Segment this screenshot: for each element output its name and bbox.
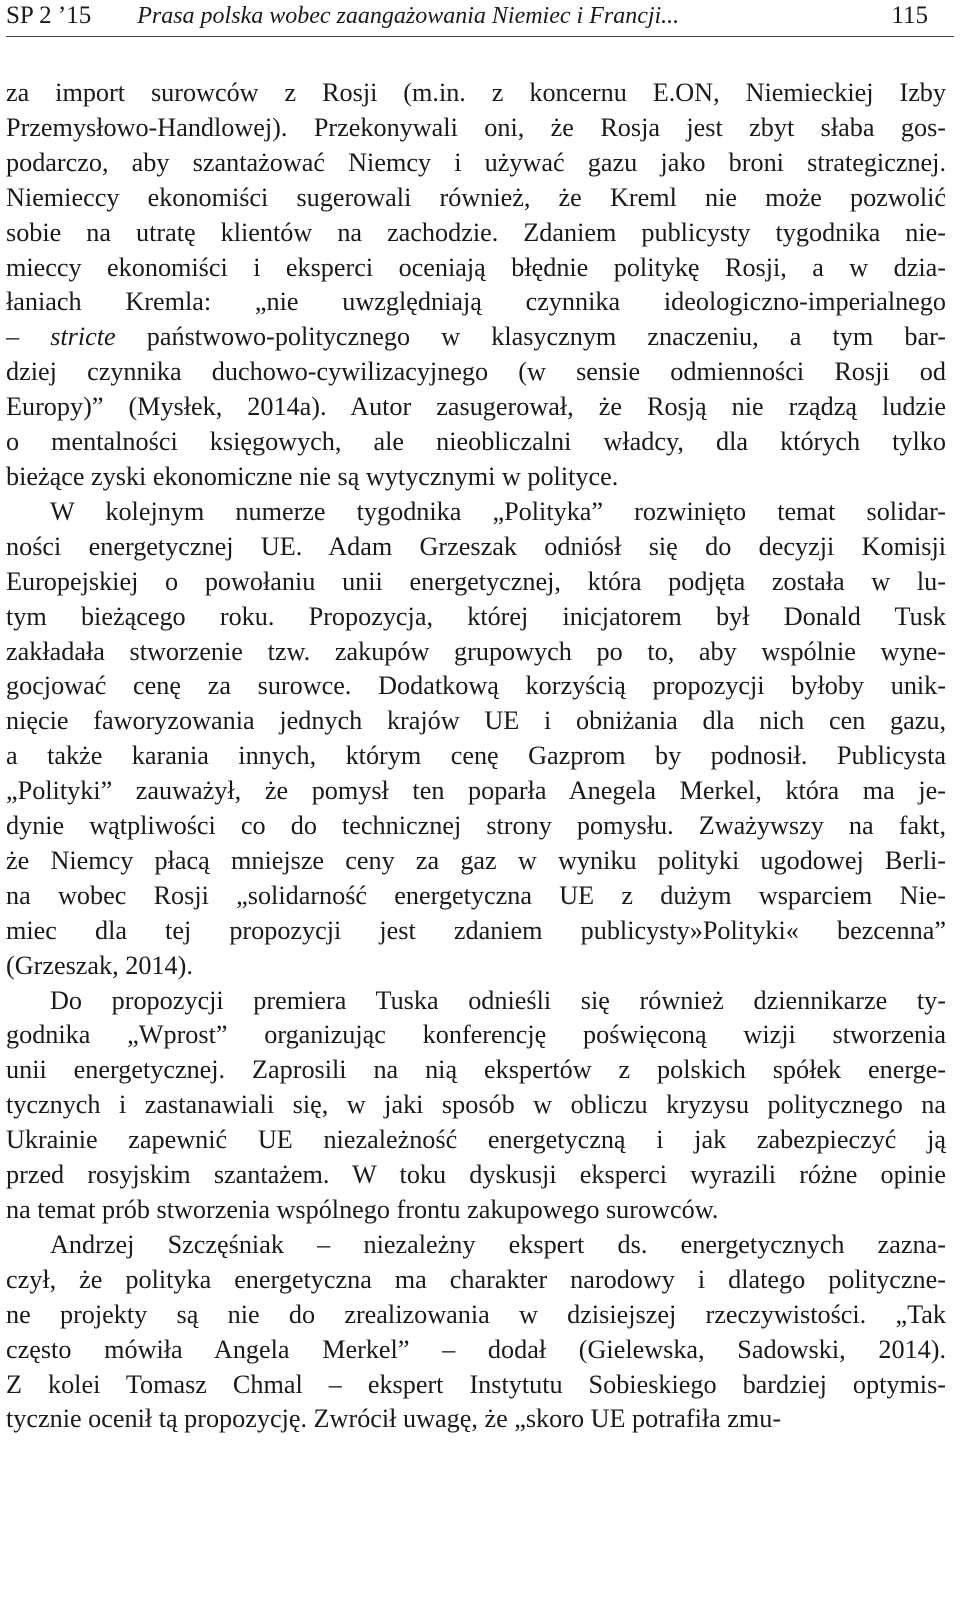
text-line: tycznych i zastanawiali się, w jaki sposób w obliczu kryzysu politycznego na: [6, 1090, 946, 1120]
text-line: że Niemcy płacą mniejsze ceny za gaz w wyniku polityki ugodowej Berli-: [6, 845, 946, 875]
text-line: (Grzeszak, 2014).: [6, 950, 193, 980]
running-title: Prasa polska wobec zaangażowania Niemiec i Francji...: [137, 3, 680, 29]
article-body: [6, 76, 946, 1437]
page-number: 115: [891, 2, 928, 29]
text-line: podarczo, aby szantażować Niemcy i używać gazu jako broni strategicznej.: [6, 147, 946, 177]
text-line: łaniach Kremla: „nie uwzględniają czynnika ideologiczno-imperialnego: [6, 287, 946, 317]
text-line: dynie wątpliwości co do technicznej strony pomysłu. Zważywszy na fakt,: [6, 811, 946, 841]
text-line: bieżące zyski ekonomiczne nie są wytycznymi w polityce.: [6, 461, 619, 491]
text-line: sobie na utratę klientów na zachodzie. Zdaniem publicysty tygodnika nie-: [6, 217, 946, 247]
text-line: godnika „Wprost” organizując konferencję poświęconą wizji stworzenia: [6, 1020, 946, 1050]
paragraph: [6, 1228, 946, 1437]
text-line: na temat prób stworzenia wspólnego frontu zakupowego surowców.: [6, 1195, 719, 1224]
text-line: tym bieżącego roku. Propozycja, której inicjatorem był Donald Tusk: [6, 601, 946, 631]
text-line: o mentalności księgowych, ale nieobliczalni władcy, dla których tylko: [6, 427, 946, 457]
text-line: mieccy ekonomiści i eksperci oceniają błędnie politykę Rosji, a w dzia-: [6, 252, 946, 282]
text-line: zakładała stworzenie tzw. zakupów grupowych po to, aby wspólnie wyne-: [6, 636, 946, 666]
text-line: Ukrainie zapewnić UE niezależność energetyczną i jak zabezpieczyć ją: [6, 1125, 946, 1155]
text-line: W kolejnym numerze tygodnika „Polityka” rozwinięto temat solidar-: [50, 496, 946, 526]
text-line: Z kolei Tomasz Chmal – ekspert Instytutu Sobieskiego bardziej optymis-: [6, 1369, 946, 1399]
text-line: przed rosyjskim szantażem. W toku dyskusji eksperci wyrazili różne opinie: [6, 1160, 946, 1190]
text-line: Do propozycji premiera Tuska odnieśli się również dziennikarze ty-: [50, 985, 946, 1015]
paragraph: [6, 984, 946, 1228]
text-line: Niemieccy ekonomiści sugerowali również, że Kreml nie może pozwolić: [6, 182, 946, 212]
text-line: nięcie faworyzowania jednych krajów UE i obniżania dla nich cen gazu,: [6, 706, 946, 736]
text-line: unii energetycznej. Zaprosili na nią ekspertów z polskich spółek energe-: [6, 1055, 946, 1085]
text-line: dziej czynnika duchowo-cywilizacyjnego (w sensie odmienności Rosji od: [6, 357, 946, 387]
text-line: „Polityki” zauważył, że pomysł ten poparła Anegela Merkel, która ma je-: [6, 776, 946, 806]
text-line: miec dla tej propozycji jest zdaniem publicysty»Polityki« bezcenna”: [6, 915, 946, 945]
emphasis: stricte: [50, 322, 116, 352]
text-line: ne projekty są nie do zrealizowania w dzisiejszej rzeczywistości. „Tak: [6, 1299, 946, 1329]
text-line: Przemysłowo-Handlowej). Przekonywali oni, że Rosja jest zbyt słaba gos-: [6, 112, 946, 142]
journal-issue: SP 2 ’15: [6, 2, 92, 29]
paragraph: [6, 76, 946, 495]
running-header: [6, 2, 954, 37]
paragraph: [6, 495, 946, 984]
text-line: Europy)” (Mysłek, 2014a). Autor zasugerował, że Rosją nie rządzą ludzie: [6, 392, 946, 422]
text-line: Andrzej Szczęśniak – niezależny ekspert ds. energetycznych zazna-: [50, 1229, 946, 1259]
text-line: gocjować cenę za surowce. Dodatkową korzyścią propozycji byłoby unik-: [6, 671, 946, 701]
text-line: czył, że polityka energetyczna ma charakter narodowy i dlatego polityczne-: [6, 1264, 946, 1294]
text-line: – stricte państwowo-politycznego w klasycznym znaczeniu, a tym bar-: [6, 322, 946, 352]
text-line: tycznie ocenił tą propozycję. Zwrócił uwagę, że „skoro UE potrafiła zmu-: [6, 1404, 782, 1434]
text-line: Europejskiej o powołaniu unii energetycznej, która podjęta została w lu-: [6, 566, 946, 596]
text-line: ności energetycznej UE. Adam Grzeszak odniósł się do decyzji Komisji: [6, 531, 946, 561]
text-line: często mówiła Angela Merkel” – dodał (Gielewska, Sadowski, 2014).: [6, 1334, 946, 1364]
text-line: a także karania innych, którym cenę Gazprom by podnosił. Publicysta: [6, 741, 946, 771]
text-line: na wobec Rosji „solidarność energetyczna UE z dużym wsparciem Nie-: [6, 880, 946, 910]
text-line: za import surowców z Rosji (m.in. z koncernu E.ON, Niemieckiej Izby: [6, 78, 946, 107]
